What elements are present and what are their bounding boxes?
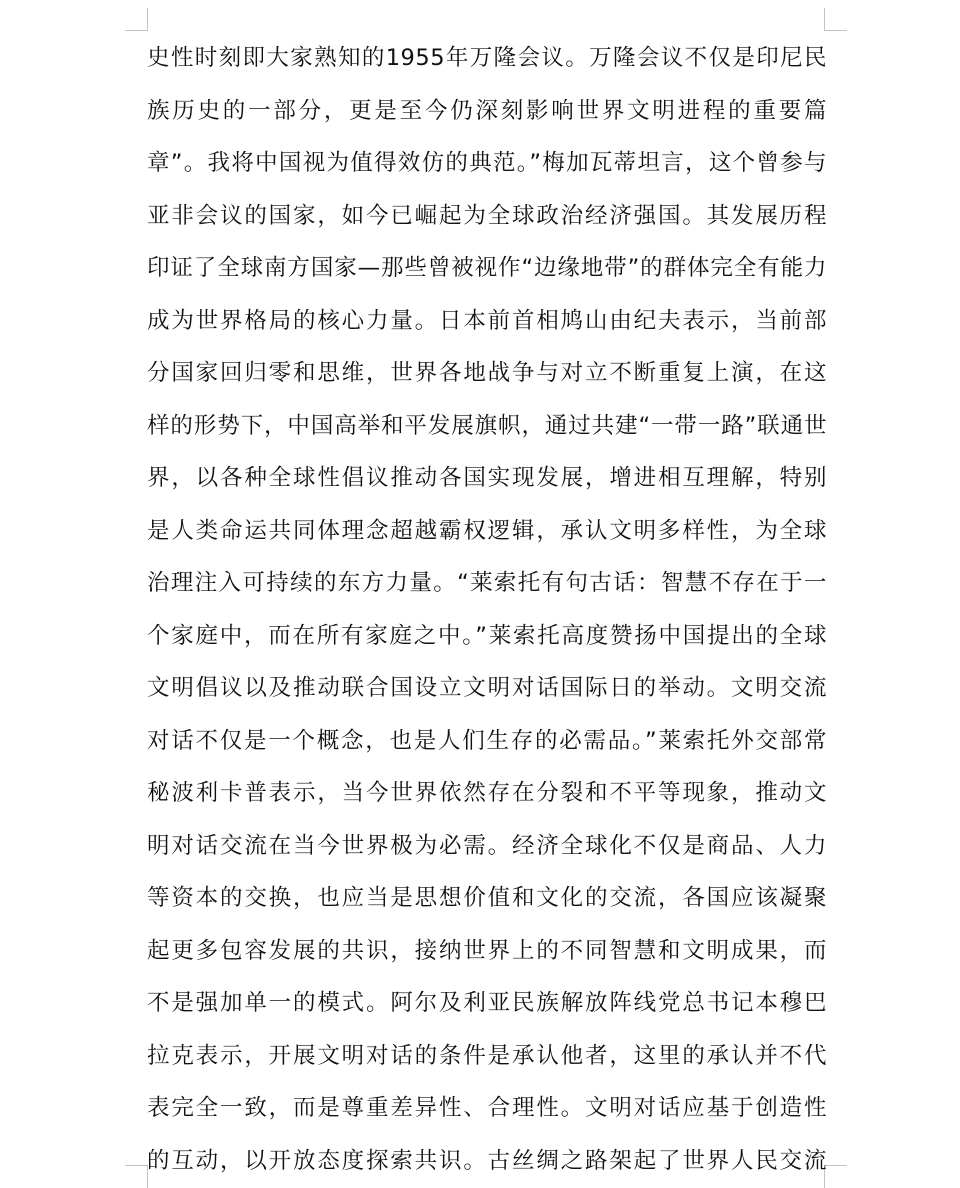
text-line: 史性时刻即大家熟知的1955年万隆会议。万隆会议不仅是印尼民 (147, 45, 827, 71)
text-line: 不是强加单一的模式。阿尔及利亚民族解放阵线党总书记本穆巴 (147, 990, 827, 1016)
text-line: 个家庭中，而在所有家庭之中。”莱索托高度赞扬中国提出的全球 (147, 622, 827, 649)
crop-mark-bottom-left (125, 1165, 148, 1188)
text-line: 印证了全球南方国家—那些曾被视作“边缘地带”的群体完全有能力 (147, 255, 827, 281)
text-line: 拉克表示，开展文明对话的条件是承认他者，这里的承认并不代 (147, 1042, 827, 1069)
text-line: 文明倡议以及推动联合国设立文明对话国际日的举动。文明交流 (147, 675, 827, 701)
text-line: 分国家回归零和思维，世界各地战争与对立不断重复上演，在这 (147, 360, 827, 386)
text-line: 秘波利卡普表示，当今世界依然存在分裂和不平等现象，推动文 (147, 780, 827, 806)
text-line: 章”。我将中国视为值得效仿的典范。”梅加瓦蒂坦言，这个曾参与 (147, 150, 827, 176)
text-line: 成为世界格局的核心力量。日本前首相鸠山由纪夫表示，当前部 (147, 307, 827, 334)
text-line: 的互动，以开放态度探索共识。古丝绸之路架起了世界人民交流 (147, 1147, 827, 1174)
crop-mark-top-left (125, 8, 148, 31)
text-line: 表完全一致，而是尊重差异性、合理性。文明对话应基于创造性 (147, 1095, 827, 1121)
text-line: 起更多包容发展的共识，接纳世界上的不同智慧和文明成果，而 (147, 937, 827, 964)
text-line: 界，以各种全球性倡议推动各国实现发展，增进相互理解，特别 (147, 465, 827, 491)
crop-mark-top-right (824, 8, 847, 31)
text-line: 族历史的一部分，更是至今仍深刻影响世界文明进程的重要篇 (147, 97, 827, 124)
text-line: 对话不仅是一个概念，也是人们生存的必需品。”莱索托外交部常 (147, 727, 827, 754)
text-line: 亚非会议的国家，如今已崛起为全球政治经济强国。其发展历程 (147, 202, 827, 229)
text-line: 明对话交流在当今世界极为必需。经济全球化不仅是商品、人力 (147, 832, 827, 859)
text-line: 是人类命运共同体理念超越霸权逻辑，承认文明多样性，为全球 (147, 517, 827, 544)
body-text (147, 32, 827, 1187)
crop-mark-bottom-right (824, 1165, 847, 1188)
text-line: 样的形势下，中国高举和平发展旗帜，通过共建“一带一路”联通世 (147, 412, 827, 439)
text-line: 等资本的交换，也应当是思想价值和文化的交流，各国应该凝聚 (147, 885, 827, 911)
text-line: 治理注入可持续的东方力量。“莱索托有句古话：智慧不存在于一 (147, 570, 827, 596)
